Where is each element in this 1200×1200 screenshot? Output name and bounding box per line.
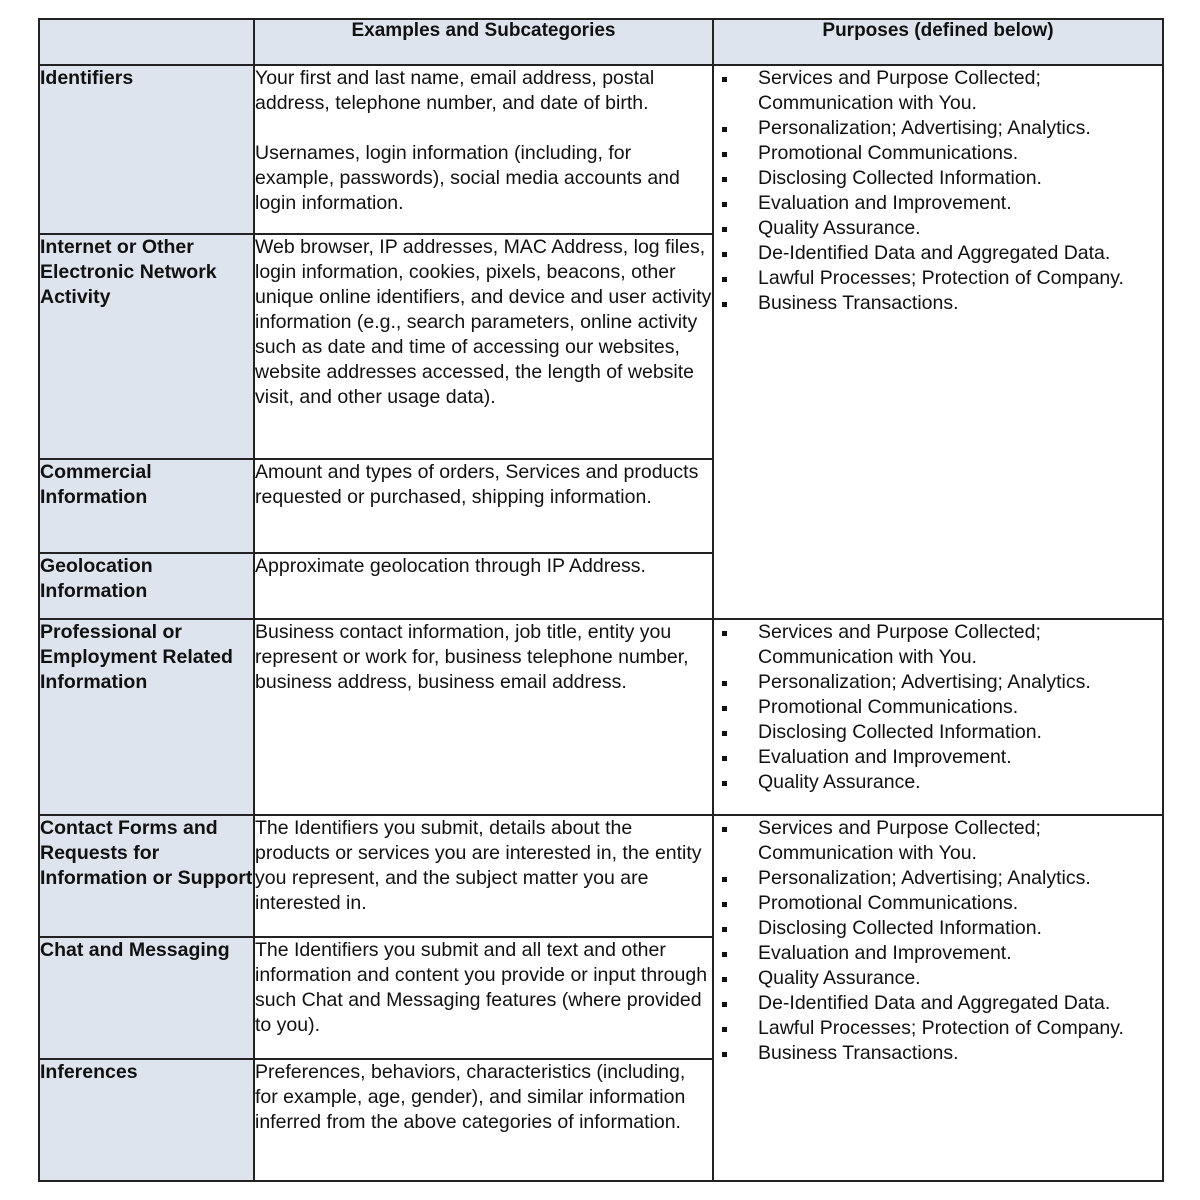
examples-text: Web browser, IP addresses, MAC Address, log files, login information, cookies, pixels, beacons, other unique online identifiers, and device and user activity information (e.g., search parameters, online activity such as date and time of accessing our websites, website addresses accessed, the length of website visit, and other usage data). (255, 236, 712, 408)
purpose-item: Disclosing Collected Information. (714, 916, 1162, 941)
table-row (39, 65, 1163, 234)
privacy-data-table (38, 18, 1164, 1182)
header-purposes: Purposes (defined below) (713, 19, 1163, 65)
purpose-item: Personalization; Advertising; Analytics. (714, 866, 1162, 891)
examples-text: The Identifiers you submit, details about the products or services you are interested in, the entity you represent, and the subject matter you are interested in. (255, 817, 702, 914)
examples-cell (254, 553, 713, 619)
purposes-list (714, 620, 1162, 795)
category-geolocation-information: Geolocation Information (39, 553, 254, 619)
purpose-item: Promotional Communications. (714, 141, 1162, 166)
examples-text: Business contact information, job title, entity you represent or work for, business telephone number, business address, business email address. (255, 621, 689, 693)
category-identifiers: Identifiers (39, 65, 254, 234)
examples-cell (254, 65, 713, 234)
purpose-item: Promotional Communications. (714, 891, 1162, 916)
purpose-item: Business Transactions. (714, 1041, 1162, 1066)
examples-cell (254, 619, 713, 815)
purpose-item: Quality Assurance. (714, 770, 1162, 795)
header-examples: Examples and Subcategories (254, 19, 713, 65)
purposes-cell-group-3 (713, 815, 1163, 1181)
category-professional-information: Professional or Employment Related Information (39, 619, 254, 815)
purpose-item: Promotional Communications. (714, 695, 1162, 720)
purpose-item: Services and Purpose Collected; Communication with You. (714, 816, 1162, 866)
table-row (39, 619, 1163, 815)
examples-text: The Identifiers you submit and all text and other information and content you provide or input through such Chat and Messaging features (where provided to you). (255, 939, 708, 1036)
examples-text: Amount and types of orders, Services and products requested or purchased, shipping information. (255, 461, 699, 508)
purpose-item: Business Transactions. (714, 291, 1162, 316)
purpose-item: Evaluation and Improvement. (714, 745, 1162, 770)
purpose-item: Disclosing Collected Information. (714, 720, 1162, 745)
examples-cell (254, 815, 713, 937)
purpose-item: De-Identified Data and Aggregated Data. (714, 241, 1162, 266)
header-row (39, 19, 1163, 65)
category-commercial-information: Commercial Information (39, 459, 254, 553)
purpose-item: De-Identified Data and Aggregated Data. (714, 991, 1162, 1016)
purposes-cell-group-1 (713, 65, 1163, 619)
purpose-item: Quality Assurance. (714, 966, 1162, 991)
purpose-item: Personalization; Advertising; Analytics. (714, 116, 1162, 141)
purpose-item: Evaluation and Improvement. (714, 941, 1162, 966)
purpose-item: Disclosing Collected Information. (714, 166, 1162, 191)
purpose-item: Evaluation and Improvement. (714, 191, 1162, 216)
examples-cell (254, 937, 713, 1059)
table-row (39, 815, 1163, 937)
category-contact-forms: Contact Forms and Requests for Information or Support (39, 815, 254, 937)
purpose-item: Quality Assurance. (714, 216, 1162, 241)
purposes-list (714, 66, 1162, 316)
examples-text: Preferences, behaviors, characteristics (including, for example, age, gender), and similar information inferred from the above categories of information. (255, 1061, 686, 1133)
purpose-item: Services and Purpose Collected; Communication with You. (714, 66, 1162, 116)
purpose-item: Lawful Processes; Protection of Company. (714, 1016, 1162, 1041)
purpose-item: Lawful Processes; Protection of Company. (714, 266, 1162, 291)
category-inferences: Inferences (39, 1059, 254, 1181)
examples-cell (254, 1059, 713, 1181)
examples-text: Your first and last name, email address, postal address, telephone number, and date of birth. (255, 67, 655, 114)
purposes-cell-group-2 (713, 619, 1163, 815)
purpose-item: Personalization; Advertising; Analytics. (714, 670, 1162, 695)
purposes-list (714, 816, 1162, 1066)
examples-text: Usernames, login information (including, for example, passwords), social media accounts and login information. (255, 142, 680, 214)
examples-cell (254, 234, 713, 459)
examples-text: Approximate geolocation through IP Address. (255, 555, 646, 577)
purpose-item: Services and Purpose Collected; Communication with You. (714, 620, 1162, 670)
category-internet-activity: Internet or Other Electronic Network Activity (39, 234, 254, 459)
examples-cell (254, 459, 713, 553)
category-chat-and-messaging: Chat and Messaging (39, 937, 254, 1059)
header-category (39, 19, 254, 65)
